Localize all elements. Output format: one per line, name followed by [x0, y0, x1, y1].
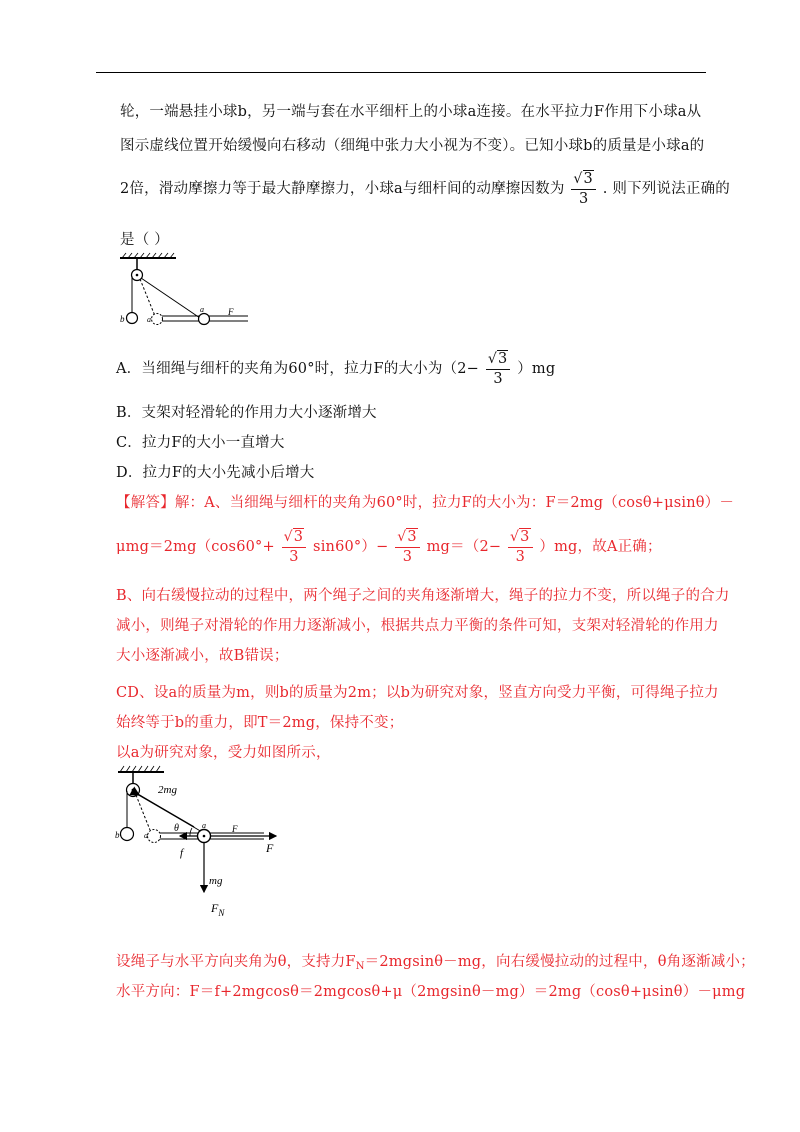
mu-denominator: 3: [578, 190, 589, 207]
answer-line-3: B、向右缓慢拉动的过程中，两个绳子之间的夹角逐渐增大，绳子的拉力不变，所以绳子的合力: [116, 588, 730, 604]
ball-b: [127, 313, 138, 324]
ceiling-support: [120, 253, 176, 270]
answer-line-8: 以a为研究对象，受力如图所示，: [116, 745, 331, 761]
answer-line-2-a: μmg＝2mg（cos60°+: [116, 539, 275, 555]
label-F-rod: F: [232, 824, 238, 834]
label-F: F: [228, 307, 234, 317]
angle-arc: [190, 828, 192, 836]
answer-fraction-1-num: 3: [293, 529, 304, 545]
label-b: b: [115, 830, 120, 840]
label-a-ghost: a: [147, 315, 151, 324]
label-FN: [210, 901, 225, 918]
option-c: C．拉力F的大小一直增大: [116, 435, 285, 451]
answer-fraction-3: $\frac{√3}{3}$: [508, 530, 533, 564]
mu-fraction: $\frac{√3}{3}$: [571, 172, 596, 206]
answer-line-9-sub: N: [355, 961, 365, 972]
pulley: [127, 784, 140, 797]
label-f: f: [180, 847, 184, 859]
option-a: [116, 352, 555, 386]
label-a-ghost: a: [144, 831, 148, 840]
option-a-fraction: $\frac{√3}{3}$: [486, 352, 511, 386]
answer-fraction-2-den: 3: [402, 548, 413, 565]
label-theta: θ: [174, 823, 179, 834]
option-b: B．支架对轻滑轮的作用力大小逐渐增大: [116, 405, 377, 421]
answer-line-2-c: mg＝（2−: [426, 539, 502, 555]
answer-line-2: [116, 530, 662, 564]
answer-fraction-1-den: 3: [289, 548, 299, 565]
force-diagram: [114, 764, 294, 922]
question-line-2: 图示虚线位置开始缓慢向右移动（细绳中张力大小视为不变）。已知小球b的质量是小球a的: [120, 138, 705, 154]
option-a-pre: A．当细绳与细杆的夹角为60°时，拉力F的大小为（2−: [116, 361, 480, 377]
option-d: D．拉力F的大小先减小后增大: [116, 465, 315, 481]
question-line-1: 轮，一端悬挂小球b，另一端与套在水平细杆上的小球a连接。在水平拉力F作用下小球a从: [120, 104, 702, 120]
ball-a-ghost: [152, 314, 163, 325]
label-FN-main: F: [211, 901, 219, 915]
option-a-numerator: 3: [497, 351, 508, 367]
answer-line-7: 始终等于b的重力，即T＝2mg，保持不变；: [116, 715, 404, 731]
pulley: [132, 270, 143, 281]
answer-line-5: 大小逐渐减小，故B错误；: [116, 648, 289, 664]
question-line-4: 是（ ）: [120, 232, 169, 248]
ceiling-support: [118, 766, 164, 784]
answer-fraction-2-num: 3: [407, 529, 417, 545]
answer-line-6: CD、设a的质量为m，则b的质量为2m；以b为研究对象，竖直方向受力平衡，可得绳子拉力: [116, 685, 719, 701]
answer-line-1-text: 解：A、当细绳与细杆的夹角为60°时，拉力F的大小为：F＝2mg（cosθ+μsinθ）－: [174, 495, 735, 511]
answer-line-2-d: ）mg，故A正确；: [539, 539, 662, 555]
ball-b: [121, 828, 134, 841]
question-line-3: [120, 172, 730, 206]
answer-line-9-a: 设绳子与水平方向夹角为θ，支持力F: [116, 954, 356, 970]
option-a-post: ）mg: [517, 361, 556, 377]
header-rule: [96, 72, 706, 73]
answer-line-4: 减小，则绳子对滑轮的作用力逐渐减小，根据共点力平衡的条件可知，支架对轻滑轮的作用力: [116, 618, 719, 634]
rope-to-a: [141, 278, 200, 318]
label-FN-sub: N: [218, 908, 225, 918]
mu-numerator: 3: [583, 171, 593, 187]
question-line-3-pre: 2倍，滑动摩擦力等于最大静摩擦力，小球a与细杆间的动摩擦因数为: [120, 181, 565, 197]
label-a: a: [200, 305, 204, 314]
answer-line-10: 水平方向：F＝f+2mgcosθ＝2mgcosθ+μ（2mgsinθ－mg）＝2mg（cosθ+μsinθ）－μmg: [116, 984, 746, 1000]
answer-label: 【解答】: [116, 495, 175, 511]
ball-a: [199, 314, 210, 325]
answer-fraction-3-num: 3: [520, 529, 530, 545]
label-2mg: 2mg: [158, 784, 177, 796]
answer-fraction-3-den: 3: [515, 548, 526, 565]
rope-ghost: [140, 279, 155, 316]
answer-line-9: [116, 950, 755, 972]
question-figure: [118, 252, 258, 332]
answer-line-9-b: ＝2mgsinθ－mg，向右缓慢拉动的过程中，θ角逐渐减小；: [364, 954, 755, 970]
answer-fraction-1: $\frac{√3}{3}$: [282, 530, 307, 564]
label-b: b: [120, 314, 125, 324]
answer-fraction-2: $\frac{√3}{3}$: [395, 530, 420, 564]
answer-line-2-b: sin60°）−: [313, 539, 389, 555]
question-line-3-post: . 则下列说法正确的: [602, 181, 730, 197]
ball-a-ghost: [148, 830, 161, 843]
label-F: F: [266, 841, 274, 855]
answer-line-1: [116, 491, 734, 512]
label-mg: mg: [209, 875, 223, 887]
label-a: a: [202, 821, 206, 830]
option-a-denominator: 3: [493, 370, 503, 387]
